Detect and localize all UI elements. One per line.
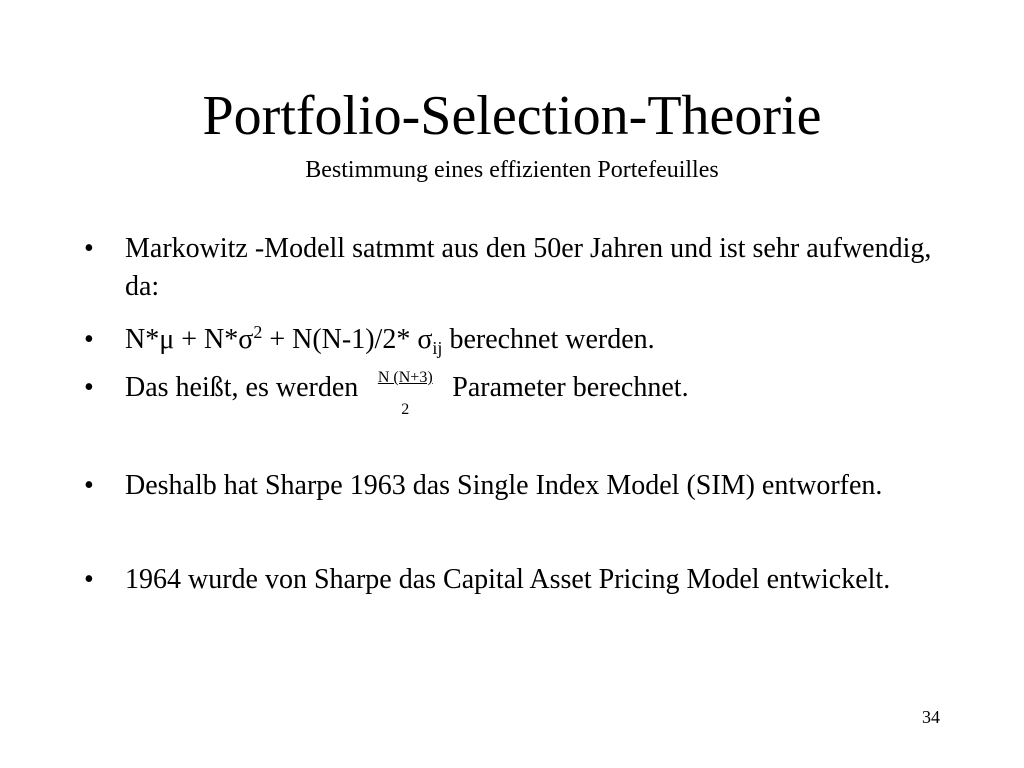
text-part: Das heißt, es werden [125, 372, 366, 403]
formula-superscript: 2 [253, 322, 263, 342]
formula-part: + N(N-1)/2* σ [262, 324, 433, 355]
bullet-marker: • [84, 233, 94, 264]
bullet-text: Deshalb hat Sharpe 1963 das Single Index Model (SIM) entworfen. [125, 470, 883, 501]
bullet-marker: • [84, 372, 94, 403]
fraction-denominator: 2 [401, 401, 410, 418]
bullet-marker: • [84, 470, 94, 501]
bullet-text [125, 321, 944, 359]
formula-part: berechnet werden. [442, 324, 655, 355]
bullet-item-capm [84, 561, 944, 599]
bullet-text [125, 369, 944, 418]
bullet-item-formula [84, 321, 944, 359]
formula-subscript: ij [432, 338, 443, 358]
slide-title: Portfolio-Selection-Theorie [202, 85, 822, 147]
bullet-item-sim [84, 467, 944, 505]
text-part: Parameter berechnet. [445, 372, 689, 403]
bullet-item-markowitz [84, 230, 944, 306]
bullet-text: Markowitz -Modell satmmt aus den 50er Jahren und ist sehr aufwendig, da: [125, 233, 932, 302]
bullet-marker: • [84, 564, 94, 595]
fraction-numerator: N (N+3) [377, 369, 433, 386]
bullet-text: 1964 wurde von Sharpe das Capital Asset Pricing Model entwickelt. [125, 564, 891, 595]
bullet-marker: • [84, 324, 94, 355]
formula-part: N*μ + N*σ [125, 324, 254, 355]
slide-number: 34 [922, 707, 940, 727]
bullet-item-parameters [84, 369, 944, 418]
parameter-fraction [365, 369, 445, 418]
slide-subtitle: Bestimmung eines effizienten Portefeuilles [305, 157, 719, 183]
